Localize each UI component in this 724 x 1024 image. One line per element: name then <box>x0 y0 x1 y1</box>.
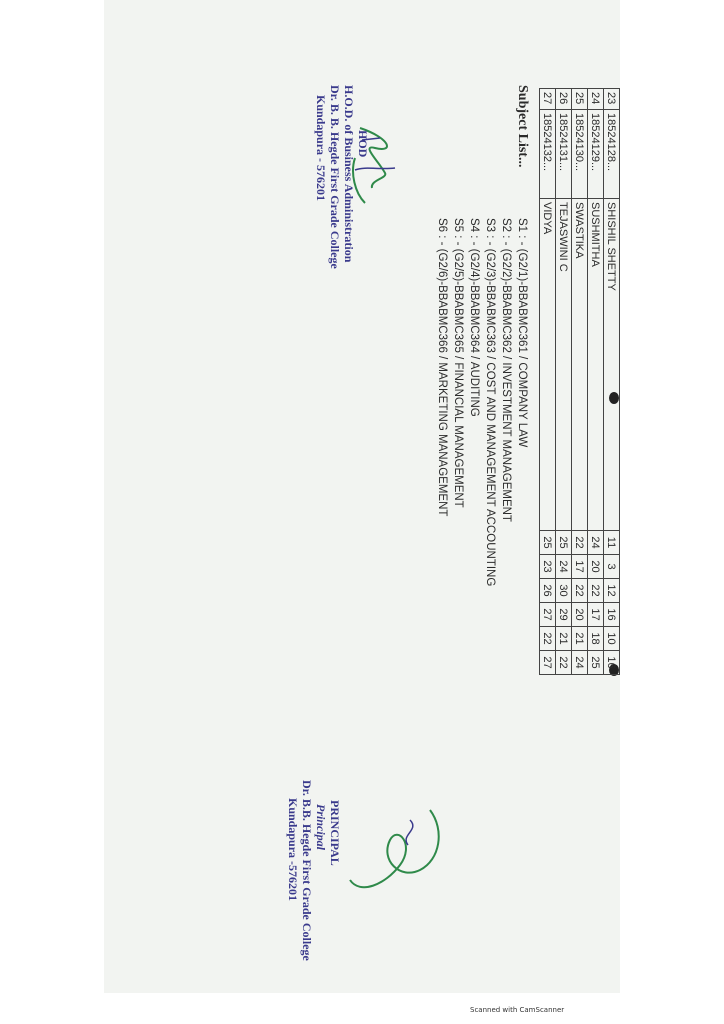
mark-cell-s2: 24 <box>556 555 572 579</box>
serial-number-cell: 26 <box>556 89 572 110</box>
serial-number-cell: 24 <box>588 89 604 110</box>
mark-cell-s4: 20 <box>572 603 588 627</box>
mark-cell-s2: 3 <box>604 555 620 579</box>
scanner-credit: Scanned with CamScanner <box>470 1006 565 1014</box>
mark-cell-s5: 21 <box>572 627 588 651</box>
subject-item-3: S3 : - (G2/3)-BBABMC363 / COST AND MANAGEMENT ACCOUNTING <box>484 218 496 587</box>
principal-stamp-title: PRINCIPAL <box>328 800 342 866</box>
principal-stamp-designation: Principal <box>314 804 328 851</box>
mark-cell-s3: 12 <box>604 579 620 603</box>
student-name-cell: SWASTIKA <box>572 199 588 531</box>
principal-signature <box>340 800 450 910</box>
serial-number-cell: 23 <box>604 89 620 110</box>
mark-cell-s4: 29 <box>556 603 572 627</box>
subject-item-1: S1 : - (G2/1)-BBABMC361 / COMPANY LAW <box>516 218 528 448</box>
table-row <box>572 89 588 675</box>
student-name-cell: SHISHIL SHETTY <box>604 199 620 531</box>
mark-cell-s3: 22 <box>588 579 604 603</box>
table-row <box>588 89 604 675</box>
mark-cell-s5: 21 <box>556 627 572 651</box>
scanned-page <box>104 0 620 993</box>
mark-cell-s6: 24 <box>572 651 588 675</box>
mark-cell-s4: 17 <box>588 603 604 627</box>
subject-item-5: S5 : - (G2/5)-BBABMC365 / FINANCIAL MANAGEMENT <box>452 218 464 508</box>
table-row <box>540 89 556 675</box>
principal-stamp-place: Kundapura -576201 <box>286 798 300 902</box>
mark-cell-s3: 30 <box>556 579 572 603</box>
subject-item-6: S6 : - (G2/6)-BBABMC366 / MARKETING MANAGEMENT <box>436 218 448 517</box>
hod-stamp <box>314 85 370 269</box>
mark-cell-s1: 22 <box>572 531 588 555</box>
mark-cell-s1: 25 <box>556 531 572 555</box>
student-name-cell: VIDYA <box>540 199 556 531</box>
hod-stamp-college: Dr. B. B. Hegde First Grade College <box>328 85 342 269</box>
mark-cell-s6: 25 <box>588 651 604 675</box>
serial-number-cell: 25 <box>572 89 588 110</box>
subject-item-2: S2 : - (G2/2)-BBABMC362 / INVESTMENT MANAGEMENT <box>500 218 512 522</box>
subject-list-title: Subject List... <box>515 85 530 168</box>
hod-stamp-place: Kundapura - 576201 <box>314 95 328 202</box>
student-name-cell: SUSHMITHA <box>588 199 604 531</box>
mark-cell-s2: 17 <box>572 555 588 579</box>
register-number-cell: 18524129... <box>588 110 604 199</box>
student-name-cell: TEJASWINI C <box>556 199 572 531</box>
mark-cell-s2: 20 <box>588 555 604 579</box>
mark-cell-s1: 25 <box>540 531 556 555</box>
mark-cell-s4: 27 <box>540 603 556 627</box>
rotated-document <box>104 0 620 993</box>
mark-cell-s3: 26 <box>540 579 556 603</box>
register-number-cell: 18524132... <box>540 110 556 199</box>
mark-cell-s4: 16 <box>604 603 620 627</box>
mark-cell-s5: 22 <box>540 627 556 651</box>
mark-cell-s5: 10 <box>604 627 620 651</box>
register-number-cell: 18524128... <box>604 110 620 199</box>
mark-cell-s2: 23 <box>540 555 556 579</box>
mark-cell-s6: 16 <box>604 651 620 675</box>
serial-number-cell: 27 <box>540 89 556 110</box>
mark-cell-s1: 24 <box>588 531 604 555</box>
mark-cell-s1: 11 <box>604 531 620 555</box>
mark-cell-s6: 27 <box>540 651 556 675</box>
mark-cell-s6: 22 <box>556 651 572 675</box>
principal-stamp <box>286 780 342 961</box>
mark-cell-s5: 18 <box>588 627 604 651</box>
hod-stamp-title: HOD <box>356 130 370 158</box>
register-number-cell: 18524130... <box>572 110 588 199</box>
subject-item-4: S4 : - (G2/4)-BBABMC364 / AUDITING <box>468 218 480 417</box>
table-row <box>604 89 620 675</box>
footer-bar <box>0 1000 724 1024</box>
principal-stamp-college: Dr. B.B. Hegde First Grade College <box>300 780 314 961</box>
table-row <box>556 89 572 675</box>
register-number-cell: 18524131... <box>556 110 572 199</box>
mark-cell-s3: 22 <box>572 579 588 603</box>
marks-table <box>539 88 620 675</box>
hod-stamp-designation: H.O.D. of Business Administration <box>342 85 356 263</box>
